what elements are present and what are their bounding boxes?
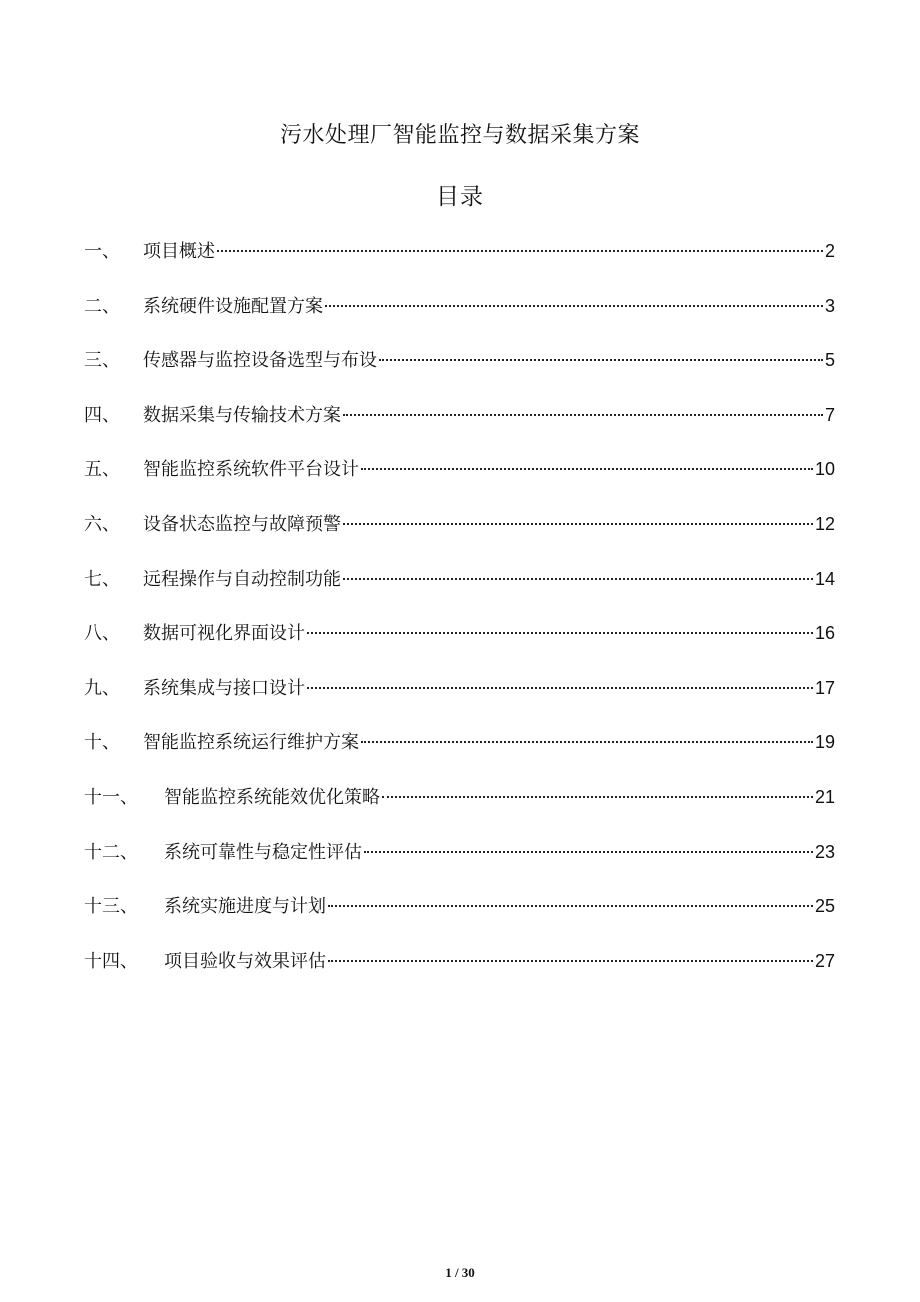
toc-entry[interactable]	[84, 396, 835, 451]
toc-entry-number: 十一、	[84, 786, 138, 808]
toc-dot-leader	[343, 523, 813, 525]
toc-entry[interactable]	[84, 887, 835, 942]
toc-dot-leader	[382, 796, 813, 798]
toc-entry-title: 智能监控系统软件平台设计	[143, 459, 359, 481]
toc-entry-number: 四、	[84, 404, 120, 426]
toc-dot-leader	[343, 578, 813, 580]
document-title: 污水处理厂智能监控与数据采集方案	[279, 123, 640, 148]
toc-entry-title: 系统可靠性与稳定性评估	[164, 841, 362, 863]
toc-entry-number: 十、	[84, 732, 120, 754]
toc-entry-number: 十二、	[84, 841, 138, 863]
toc-entry-page: 21	[814, 786, 835, 807]
toc-dot-leader	[307, 687, 813, 689]
toc-entry-number: 二、	[84, 295, 120, 317]
toc-entry-title: 远程操作与自动控制功能	[143, 568, 341, 590]
toc-entry-page: 12	[814, 513, 835, 534]
table-of-contents	[84, 232, 835, 996]
toc-entry[interactable]	[84, 614, 835, 669]
toc-entry-title: 传感器与监控设备选型与布设	[143, 350, 377, 372]
toc-entry[interactable]	[84, 942, 835, 997]
toc-dot-leader	[361, 741, 813, 743]
toc-entry[interactable]	[84, 833, 835, 888]
toc-dot-leader	[343, 414, 823, 416]
toc-heading: 目录	[436, 184, 484, 210]
toc-entry-title: 系统硬件设施配置方案	[143, 295, 323, 317]
toc-entry-page: 25	[814, 896, 835, 917]
toc-entry-number: 十三、	[84, 896, 138, 918]
toc-entry-number: 八、	[84, 623, 120, 645]
toc-dot-leader	[364, 851, 813, 853]
toc-entry[interactable]	[84, 287, 835, 342]
toc-entry-title: 数据可视化界面设计	[143, 623, 305, 645]
toc-entry-title: 智能监控系统运行维护方案	[143, 732, 359, 754]
toc-entry[interactable]	[84, 450, 835, 505]
toc-entry-title: 项目验收与效果评估	[164, 950, 326, 972]
toc-entry-number: 六、	[84, 513, 120, 535]
toc-entry-number: 十四、	[84, 950, 138, 972]
toc-entry-number: 三、	[84, 350, 120, 372]
toc-entry-number: 九、	[84, 677, 120, 699]
toc-entry-page: 14	[814, 568, 835, 589]
toc-entry-page: 7	[824, 404, 835, 425]
toc-entry-number: 五、	[84, 459, 120, 481]
toc-entry[interactable]	[84, 232, 835, 287]
toc-entry-page: 3	[824, 295, 835, 316]
toc-entry-page: 10	[814, 459, 835, 480]
toc-entry[interactable]	[84, 778, 835, 833]
toc-entry-title: 智能监控系统能效优化策略	[164, 786, 380, 808]
toc-entry[interactable]	[84, 669, 835, 724]
toc-dot-leader	[328, 905, 813, 907]
toc-entry-title: 设备状态监控与故障预警	[143, 513, 341, 535]
toc-entry-page: 5	[824, 350, 835, 371]
toc-dot-leader	[379, 359, 823, 361]
toc-entry[interactable]	[84, 341, 835, 396]
toc-dot-leader	[328, 960, 813, 962]
toc-entry[interactable]	[84, 505, 835, 560]
toc-dot-leader	[217, 250, 823, 252]
toc-entry-title: 系统实施进度与计划	[164, 896, 326, 918]
toc-entry[interactable]	[84, 723, 835, 778]
toc-entry-page: 2	[824, 241, 835, 261]
toc-entry-title: 数据采集与传输技术方案	[143, 404, 341, 426]
toc-entry[interactable]	[84, 560, 835, 615]
toc-entry-page: 19	[814, 732, 835, 753]
toc-entry-page: 23	[814, 841, 835, 862]
toc-entry-title: 系统集成与接口设计	[143, 677, 305, 699]
toc-entry-page: 17	[814, 677, 835, 698]
toc-dot-leader	[307, 632, 813, 634]
toc-dot-leader	[325, 305, 823, 307]
toc-entry-number: 七、	[84, 568, 120, 590]
toc-dot-leader	[361, 468, 813, 470]
toc-entry-title: 项目概述	[143, 241, 215, 262]
toc-entry-page: 27	[814, 950, 835, 971]
toc-entry-number: 一、	[84, 241, 120, 262]
toc-entry-page: 16	[814, 623, 835, 644]
page-number-footer: 1 / 30	[445, 1265, 475, 1280]
